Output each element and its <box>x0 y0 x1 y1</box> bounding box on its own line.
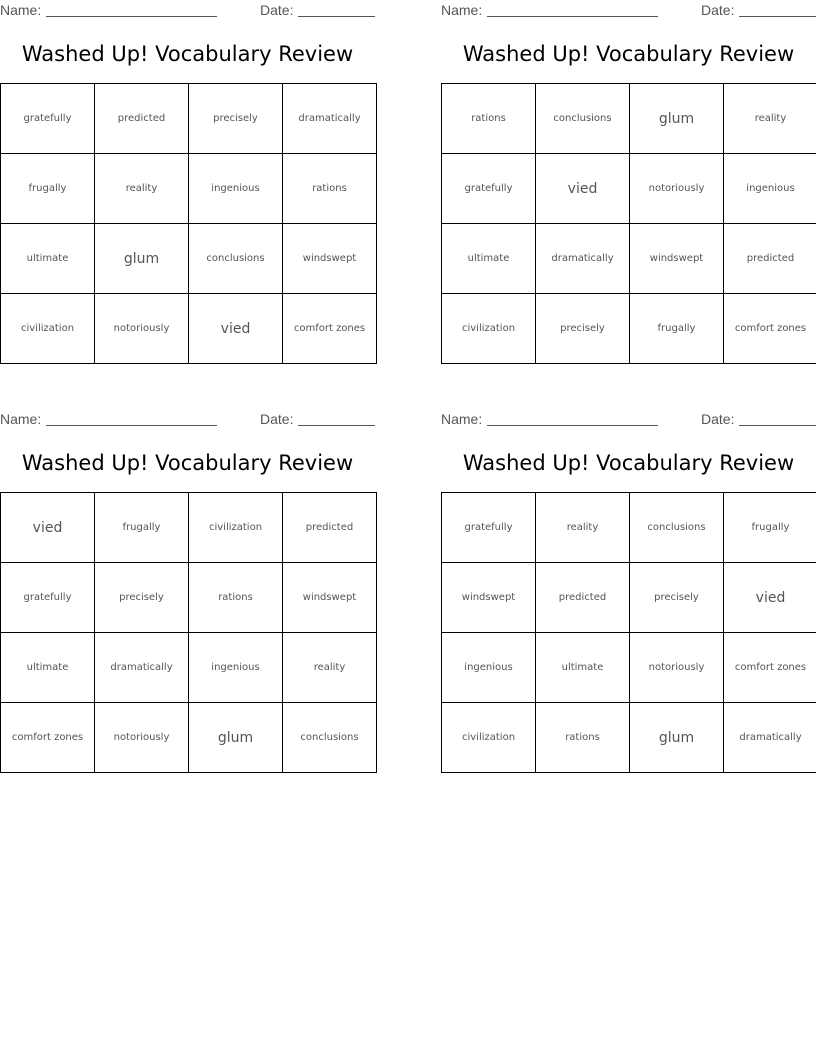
word-cell: vied <box>724 563 816 633</box>
bingo-card-1 <box>0 0 375 370</box>
word-cell: dramatically <box>536 224 630 294</box>
word-cell: precisely <box>95 563 189 633</box>
grid-row <box>442 224 816 294</box>
word-grid <box>441 83 816 364</box>
date-blank <box>298 425 375 426</box>
date-blank <box>298 16 375 17</box>
grid-row <box>442 294 816 364</box>
word-cell: civilization <box>442 294 536 364</box>
word-cell: precisely <box>630 563 724 633</box>
word-cell: windswept <box>442 563 536 633</box>
grid-row <box>1 703 377 773</box>
word-cell: rations <box>189 563 283 633</box>
grid-row <box>1 493 377 563</box>
word-cell: glum <box>630 703 724 773</box>
word-cell: dramatically <box>283 84 377 154</box>
word-grid <box>0 492 377 773</box>
name-label: Name: <box>441 411 483 427</box>
date-blank <box>739 425 816 426</box>
word-cell: frugally <box>95 493 189 563</box>
card-header <box>0 0 375 22</box>
card-header <box>441 409 816 431</box>
word-cell: rations <box>283 154 377 224</box>
date-label: Date: <box>701 411 735 427</box>
card-title: Washed Up! Vocabulary Review <box>21 42 354 66</box>
word-cell: ingenious <box>724 154 816 224</box>
name-blank <box>46 16 217 17</box>
word-cell: conclusions <box>283 703 377 773</box>
bingo-card-2 <box>441 0 816 370</box>
name-blank <box>487 425 658 426</box>
word-cell: gratefully <box>442 493 536 563</box>
card-title: Washed Up! Vocabulary Review <box>21 451 354 475</box>
word-cell: comfort zones <box>1 703 95 773</box>
grid-row <box>442 563 816 633</box>
word-cell: civilization <box>1 294 95 364</box>
grid-row <box>1 84 377 154</box>
word-cell: reality <box>536 493 630 563</box>
grid-row <box>1 224 377 294</box>
card-title: Washed Up! Vocabulary Review <box>462 451 795 475</box>
date-blank <box>739 16 816 17</box>
card-title: Washed Up! Vocabulary Review <box>462 42 795 66</box>
word-cell: predicted <box>536 563 630 633</box>
word-cell: windswept <box>630 224 724 294</box>
grid-row <box>1 633 377 703</box>
word-cell: glum <box>189 703 283 773</box>
word-cell: notoriously <box>95 703 189 773</box>
word-cell: notoriously <box>630 154 724 224</box>
name-label: Name: <box>0 2 42 18</box>
word-cell: dramatically <box>724 703 816 773</box>
word-cell: civilization <box>442 703 536 773</box>
word-cell: vied <box>1 493 95 563</box>
word-cell: vied <box>189 294 283 364</box>
word-cell: ultimate <box>1 633 95 703</box>
word-grid <box>0 83 377 364</box>
date-label: Date: <box>701 2 735 18</box>
word-cell: reality <box>283 633 377 703</box>
word-cell: predicted <box>724 224 816 294</box>
date-label: Date: <box>260 2 294 18</box>
word-cell: frugally <box>630 294 724 364</box>
grid-row <box>442 633 816 703</box>
word-cell: reality <box>724 84 816 154</box>
grid-row <box>442 154 816 224</box>
word-cell: rations <box>442 84 536 154</box>
word-cell: rations <box>536 703 630 773</box>
word-cell: dramatically <box>95 633 189 703</box>
word-cell: conclusions <box>189 224 283 294</box>
grid-row <box>442 703 816 773</box>
word-cell: glum <box>630 84 724 154</box>
word-cell: conclusions <box>536 84 630 154</box>
grid-row <box>1 154 377 224</box>
word-cell: frugally <box>1 154 95 224</box>
date-label: Date: <box>260 411 294 427</box>
word-cell: predicted <box>283 493 377 563</box>
grid-row <box>442 84 816 154</box>
word-cell: ultimate <box>1 224 95 294</box>
word-cell: frugally <box>724 493 816 563</box>
name-blank <box>487 16 658 17</box>
word-cell: ingenious <box>442 633 536 703</box>
word-grid <box>441 492 816 773</box>
name-label: Name: <box>0 411 42 427</box>
word-cell: precisely <box>536 294 630 364</box>
word-cell: reality <box>95 154 189 224</box>
word-cell: civilization <box>189 493 283 563</box>
word-cell: windswept <box>283 563 377 633</box>
word-cell: windswept <box>283 224 377 294</box>
word-cell: glum <box>95 224 189 294</box>
word-cell: ingenious <box>189 633 283 703</box>
word-cell: ultimate <box>536 633 630 703</box>
name-label: Name: <box>441 2 483 18</box>
word-cell: ultimate <box>442 224 536 294</box>
bingo-card-3 <box>0 409 375 779</box>
name-blank <box>46 425 217 426</box>
word-cell: conclusions <box>630 493 724 563</box>
word-cell: vied <box>536 154 630 224</box>
word-cell: comfort zones <box>724 294 816 364</box>
word-cell: gratefully <box>442 154 536 224</box>
word-cell: notoriously <box>95 294 189 364</box>
word-cell: notoriously <box>630 633 724 703</box>
word-cell: gratefully <box>1 84 95 154</box>
card-header <box>441 0 816 22</box>
bingo-card-4 <box>441 409 816 779</box>
grid-row <box>1 294 377 364</box>
card-header <box>0 409 375 431</box>
word-cell: predicted <box>95 84 189 154</box>
word-cell: precisely <box>189 84 283 154</box>
word-cell: ingenious <box>189 154 283 224</box>
word-cell: gratefully <box>1 563 95 633</box>
grid-row <box>442 493 816 563</box>
word-cell: comfort zones <box>724 633 816 703</box>
word-cell: comfort zones <box>283 294 377 364</box>
grid-row <box>1 563 377 633</box>
